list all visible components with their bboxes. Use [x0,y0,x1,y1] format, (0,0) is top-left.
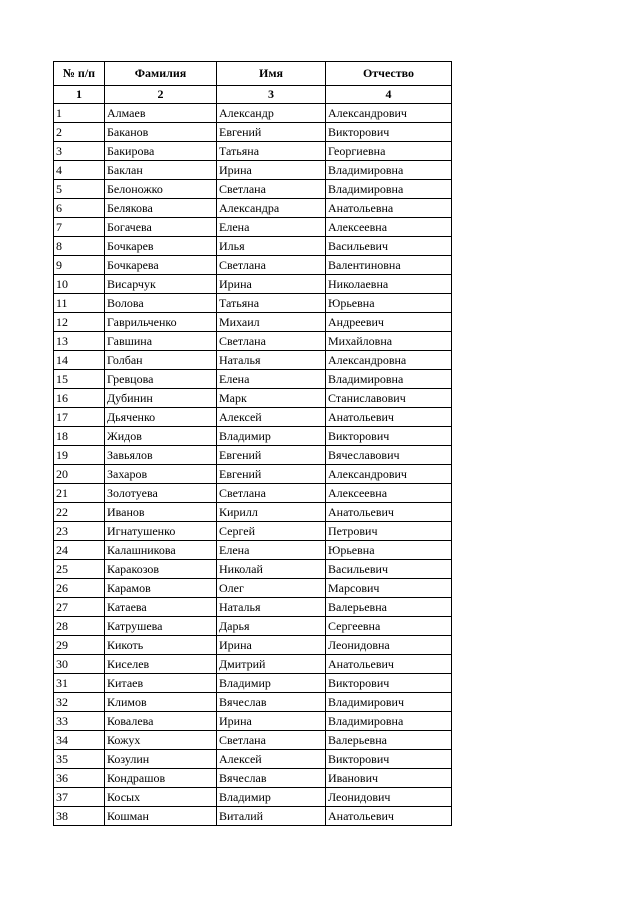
cell-first-name: Ирина [217,275,326,294]
cell-patronymic: Николаевна [326,275,452,294]
cell-patronymic: Владимирович [326,693,452,712]
table-row [54,655,452,674]
table-row [54,636,452,655]
column-number-4: 4 [326,86,452,104]
cell-number: 37 [54,788,105,807]
table-row [54,579,452,598]
table-row [54,313,452,332]
cell-first-name: Владимир [217,788,326,807]
cell-patronymic: Викторович [326,674,452,693]
cell-first-name: Светлана [217,731,326,750]
cell-number: 20 [54,465,105,484]
cell-first-name: Елена [217,541,326,560]
roster-table-body [54,104,452,826]
cell-first-name: Ирина [217,712,326,731]
cell-patronymic: Вячеславович [326,446,452,465]
cell-surname: Кикоть [105,636,217,655]
cell-first-name: Александра [217,199,326,218]
cell-number: 8 [54,237,105,256]
cell-number: 18 [54,427,105,446]
cell-surname: Голбан [105,351,217,370]
cell-number: 38 [54,807,105,826]
cell-first-name: Илья [217,237,326,256]
cell-number: 15 [54,370,105,389]
table-row [54,180,452,199]
table-row [54,370,452,389]
cell-surname: Бочкарева [105,256,217,275]
table-row [54,598,452,617]
cell-number: 19 [54,446,105,465]
table-row [54,351,452,370]
cell-surname: Дьяченко [105,408,217,427]
table-row [54,275,452,294]
cell-first-name: Марк [217,389,326,408]
cell-number: 14 [54,351,105,370]
table-row [54,256,452,275]
cell-first-name: Сергей [217,522,326,541]
cell-first-name: Евгений [217,465,326,484]
cell-patronymic: Александрович [326,104,452,123]
cell-patronymic: Анатольевич [326,655,452,674]
cell-patronymic: Станиславович [326,389,452,408]
cell-patronymic: Петрович [326,522,452,541]
table-row [54,807,452,826]
cell-number: 29 [54,636,105,655]
cell-number: 10 [54,275,105,294]
table-row [54,123,452,142]
cell-number: 35 [54,750,105,769]
cell-surname: Белякова [105,199,217,218]
table-row [54,674,452,693]
cell-patronymic: Васильевич [326,237,452,256]
cell-patronymic: Сергеевна [326,617,452,636]
cell-surname: Гавшина [105,332,217,351]
cell-surname: Гаврильченко [105,313,217,332]
cell-first-name: Николай [217,560,326,579]
cell-first-name: Евгений [217,123,326,142]
table-row [54,560,452,579]
cell-patronymic: Валентиновна [326,256,452,275]
cell-number: 33 [54,712,105,731]
cell-patronymic: Александрович [326,465,452,484]
cell-patronymic: Михайловна [326,332,452,351]
cell-patronymic: Валерьевна [326,598,452,617]
table-row [54,218,452,237]
table-row [54,693,452,712]
cell-surname: Кошман [105,807,217,826]
table-row [54,237,452,256]
cell-surname: Белоножко [105,180,217,199]
cell-first-name: Олег [217,579,326,598]
cell-patronymic: Владимировна [326,161,452,180]
table-row [54,788,452,807]
cell-surname: Кондрашов [105,769,217,788]
cell-first-name: Евгений [217,446,326,465]
table-row [54,161,452,180]
cell-surname: Захаров [105,465,217,484]
cell-number: 7 [54,218,105,237]
cell-patronymic: Марсович [326,579,452,598]
cell-surname: Косых [105,788,217,807]
column-number-2: 2 [105,86,217,104]
cell-patronymic: Анатольевич [326,807,452,826]
cell-number: 17 [54,408,105,427]
cell-first-name: Александр [217,104,326,123]
cell-surname: Дубинин [105,389,217,408]
table-row [54,408,452,427]
roster-table [53,61,452,826]
table-row [54,750,452,769]
cell-patronymic: Юрьевна [326,541,452,560]
cell-number: 9 [54,256,105,275]
cell-first-name: Дмитрий [217,655,326,674]
cell-patronymic: Леонидович [326,788,452,807]
cell-number: 24 [54,541,105,560]
cell-number: 11 [54,294,105,313]
cell-surname: Бакирова [105,142,217,161]
cell-patronymic: Владимировна [326,712,452,731]
cell-first-name: Дарья [217,617,326,636]
cell-first-name: Михаил [217,313,326,332]
cell-surname: Катаева [105,598,217,617]
table-row [54,294,452,313]
cell-first-name: Светлана [217,180,326,199]
cell-number: 22 [54,503,105,522]
cell-patronymic: Анатольевич [326,503,452,522]
cell-patronymic: Викторович [326,750,452,769]
cell-first-name: Татьяна [217,294,326,313]
cell-patronymic: Васильевич [326,560,452,579]
cell-surname: Ковалева [105,712,217,731]
cell-number: 26 [54,579,105,598]
cell-number: 13 [54,332,105,351]
cell-number: 30 [54,655,105,674]
cell-first-name: Наталья [217,598,326,617]
cell-number: 5 [54,180,105,199]
cell-patronymic: Андреевич [326,313,452,332]
cell-patronymic: Анатольевич [326,408,452,427]
table-row [54,712,452,731]
cell-patronymic: Алексеевна [326,484,452,503]
cell-first-name: Владимир [217,427,326,446]
cell-first-name: Алексей [217,408,326,427]
cell-first-name: Вячеслав [217,769,326,788]
cell-surname: Гревцова [105,370,217,389]
table-row [54,104,452,123]
table-row [54,522,452,541]
cell-first-name: Светлана [217,256,326,275]
cell-number: 21 [54,484,105,503]
cell-surname: Баканов [105,123,217,142]
cell-surname: Каракозов [105,560,217,579]
cell-number: 12 [54,313,105,332]
cell-number: 2 [54,123,105,142]
table-row [54,484,452,503]
table-row [54,503,452,522]
cell-first-name: Светлана [217,332,326,351]
cell-surname: Климов [105,693,217,712]
cell-patronymic: Александровна [326,351,452,370]
cell-surname: Катрушева [105,617,217,636]
cell-patronymic: Анатольевна [326,199,452,218]
cell-first-name: Кирилл [217,503,326,522]
header-number: № п/п [54,62,105,86]
cell-number: 4 [54,161,105,180]
cell-first-name: Ирина [217,161,326,180]
cell-surname: Висарчук [105,275,217,294]
column-number-3: 3 [217,86,326,104]
cell-number: 25 [54,560,105,579]
table-row [54,465,452,484]
cell-number: 32 [54,693,105,712]
cell-patronymic: Леонидовна [326,636,452,655]
cell-number: 3 [54,142,105,161]
cell-surname: Волова [105,294,217,313]
column-number-1: 1 [54,86,105,104]
cell-surname: Козулин [105,750,217,769]
cell-surname: Иванов [105,503,217,522]
table-row [54,389,452,408]
cell-surname: Алмаев [105,104,217,123]
cell-first-name: Виталий [217,807,326,826]
cell-surname: Калашникова [105,541,217,560]
cell-number: 28 [54,617,105,636]
cell-surname: Золотуева [105,484,217,503]
cell-patronymic: Иванович [326,769,452,788]
cell-surname: Баклан [105,161,217,180]
cell-patronymic: Юрьевна [326,294,452,313]
cell-surname: Кожух [105,731,217,750]
cell-patronymic: Владимировна [326,370,452,389]
header-first-name: Имя [217,62,326,86]
cell-first-name: Вячеслав [217,693,326,712]
table-row [54,541,452,560]
cell-first-name: Владимир [217,674,326,693]
table-row [54,731,452,750]
table-row [54,617,452,636]
cell-first-name: Елена [217,218,326,237]
cell-number: 1 [54,104,105,123]
cell-surname: Карамов [105,579,217,598]
table-row [54,446,452,465]
table-row [54,332,452,351]
header-row [54,62,452,86]
cell-surname: Игнатушенко [105,522,217,541]
cell-surname: Завьялов [105,446,217,465]
column-numbers-row [54,86,452,104]
cell-number: 6 [54,199,105,218]
cell-first-name: Елена [217,370,326,389]
cell-number: 34 [54,731,105,750]
cell-first-name: Алексей [217,750,326,769]
table-row [54,769,452,788]
cell-patronymic: Владимировна [326,180,452,199]
cell-patronymic: Валерьевна [326,731,452,750]
roster-table-head [54,62,452,104]
cell-number: 16 [54,389,105,408]
cell-surname: Бочкарев [105,237,217,256]
cell-first-name: Наталья [217,351,326,370]
cell-patronymic: Викторович [326,427,452,446]
cell-patronymic: Алексеевна [326,218,452,237]
cell-surname: Богачева [105,218,217,237]
cell-surname: Жидов [105,427,217,446]
table-row [54,142,452,161]
cell-surname: Китаев [105,674,217,693]
cell-number: 27 [54,598,105,617]
header-surname: Фамилия [105,62,217,86]
cell-first-name: Светлана [217,484,326,503]
header-patronymic: Отчество [326,62,452,86]
cell-number: 23 [54,522,105,541]
cell-first-name: Татьяна [217,142,326,161]
cell-first-name: Ирина [217,636,326,655]
cell-patronymic: Викторович [326,123,452,142]
cell-surname: Киселев [105,655,217,674]
cell-number: 31 [54,674,105,693]
cell-number: 36 [54,769,105,788]
table-row [54,199,452,218]
cell-patronymic: Георгиевна [326,142,452,161]
table-row [54,427,452,446]
